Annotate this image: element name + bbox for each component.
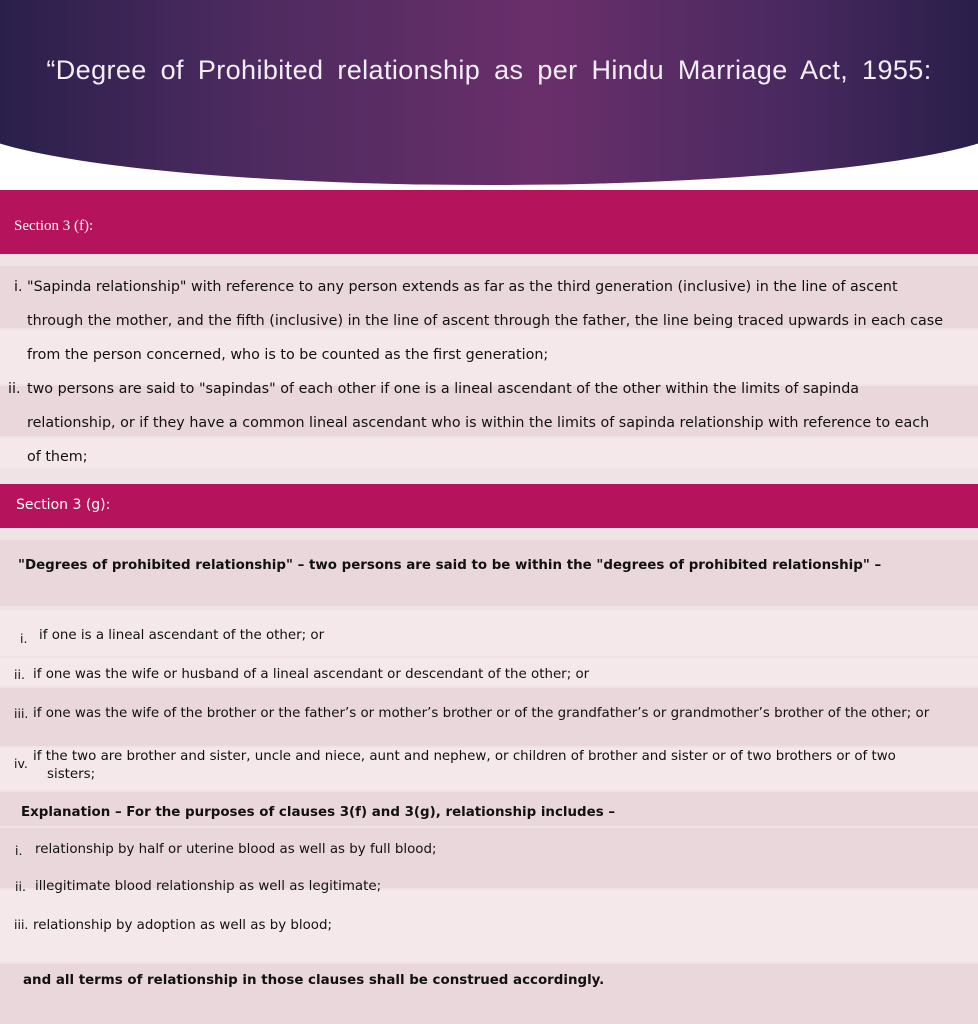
page-title: “Degree of Prohibited relationship as per Hindu Marriage Act, 1955: (46, 55, 932, 85)
section-f-item-number: ii. (8, 381, 21, 397)
section-f-item-i-line-1: "Sapinda relationship" with reference to any person extends as far as the third generation (inclusive) in the line of ascent (27, 279, 898, 295)
section-g-item-iv-line-2: sisters; (47, 767, 96, 782)
section-g-header (0, 484, 978, 528)
section-g-heading: Section 3 (g): (16, 497, 111, 513)
prohibited-definition: "Degrees of prohibited relationship" – two persons are said to be within the "degrees of prohibited relationship" – (18, 558, 882, 573)
explanation-item-ii: illegitimate blood relationship as well as legitimate; (35, 879, 382, 894)
section-g-item-ii: if one was the wife or husband of a lineal ascendant or descendant of the other; or (33, 667, 590, 682)
banner-background (0, 0, 978, 185)
section-f-header (0, 190, 978, 254)
explanation-heading: Explanation – For the purposes of clauses 3(f) and 3(g), relationship includes – (21, 805, 616, 820)
title-banner (0, 0, 978, 190)
row-bg (0, 438, 978, 468)
explanation-item-i: relationship by half or uterine blood as well as by full blood; (35, 842, 437, 857)
section-f-item-ii-line-3: of them; (27, 449, 88, 465)
closing-statement: and all terms of relationship in those clauses shall be construed accordingly. (23, 973, 605, 988)
section-f-item-i-line-3: from the person concerned, who is to be counted as the first generation; (27, 347, 549, 363)
section-f-item-ii-line-1: two persons are said to "sapindas" of each other if one is a lineal ascendant of the other within the limits of sapinda (27, 381, 860, 397)
section-g-item-number: ii. (14, 667, 25, 682)
section-g-item-number: iv. (14, 756, 28, 771)
section-g-item-iv-line-1: if the two are brother and sister, uncle and niece, aunt and nephew, or children of brother and sister or of two brothers or of two (33, 749, 896, 764)
section-f-item-i-line-2: through the mother, and the fifth (inclusive) in the line of ascent through the father, the line being traced upwards in each case (27, 313, 944, 329)
section-f-heading: Section 3 (f): (14, 218, 94, 234)
explanation-item-iii: relationship by adoption as well as by blood; (33, 918, 333, 933)
section-g-item-iii: if one was the wife of the brother or the father’s or mother’s brother or of the grandfather’s or grandmother’s brother of the other; or (33, 706, 930, 721)
section-g-item-number: iii. (14, 706, 29, 721)
explanation-item-number: ii. (15, 879, 26, 894)
section-g-item-number: i. (20, 631, 28, 646)
explanation-item-number: i. (15, 843, 23, 858)
section-g-item-i: if one is a lineal ascendant of the other; or (39, 628, 325, 643)
explanation-item-number: iii. (14, 917, 29, 932)
section-f-item-ii-line-2: relationship, or if they have a common lineal ascendant who is within the limits of sapinda relationship with reference to each (27, 415, 930, 431)
section-f-item-number: i. (14, 279, 23, 295)
